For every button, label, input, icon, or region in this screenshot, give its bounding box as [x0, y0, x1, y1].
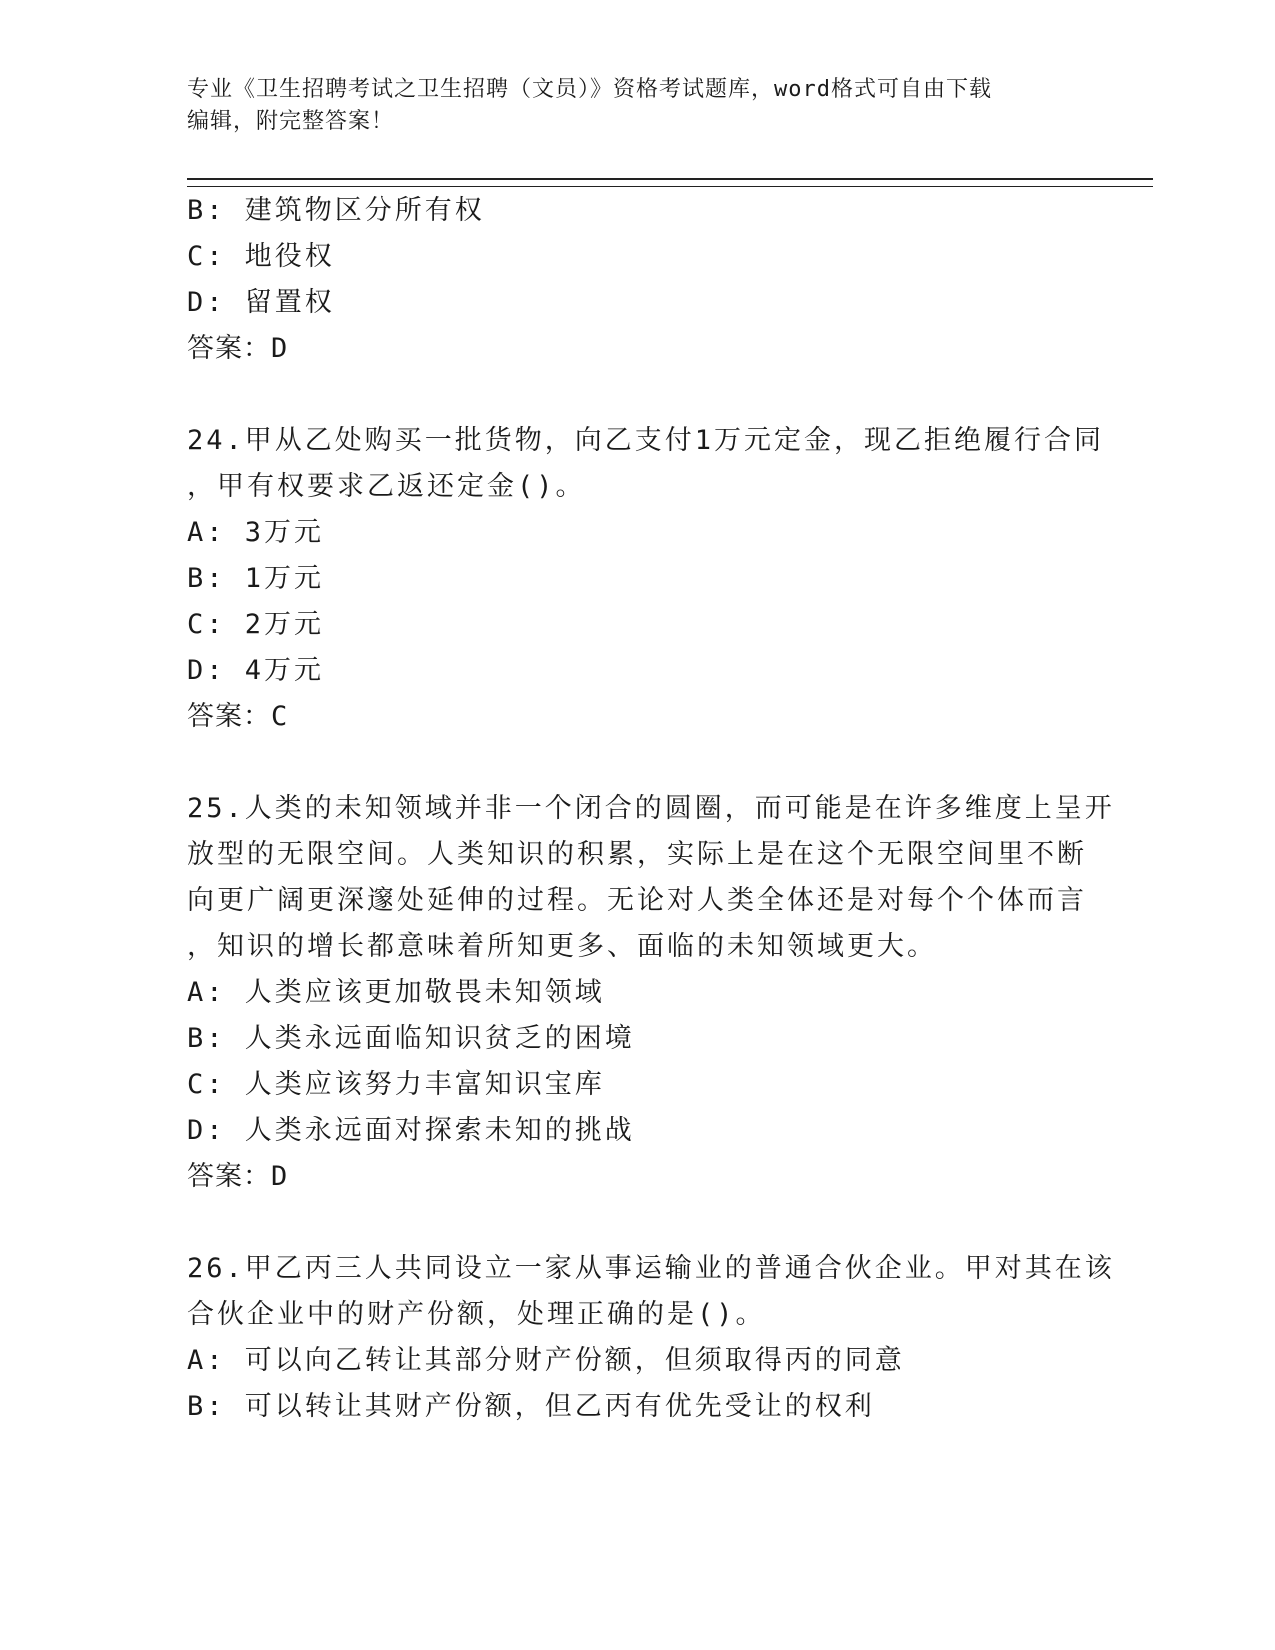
option-b: B: 建筑物区分所有权 [187, 195, 485, 226]
question-stem: 合伙企业中的财产份额，处理正确的是()。 [187, 1299, 766, 1330]
question-26 [187, 1246, 1115, 1430]
question-stem: ，知识的增长都意味着所知更多、面临的未知领域更大。 [187, 931, 937, 962]
question-stem: 25.人类的未知领域并非一个闭合的圆圈，而可能是在许多维度上呈开 [187, 793, 1115, 824]
option-c: C: 地役权 [187, 241, 335, 272]
spacer [187, 372, 1087, 418]
question-25 [187, 786, 1115, 1200]
question-stem: 向更广阔更深邃处延伸的过程。无论对人类全体还是对每个个体而言 [187, 885, 1087, 916]
option-b: B: 可以转让其财产份额，但乙丙有优先受让的权利 [187, 1391, 875, 1422]
document-header [187, 74, 1067, 138]
question-24 [187, 418, 1105, 740]
option-a: A: 人类应该更加敬畏未知领域 [187, 977, 605, 1008]
answer-line: 答案：C [187, 701, 289, 732]
option-d: D: 4万元 [187, 655, 325, 686]
header-line-1: 专业《卫生招聘考试之卫生招聘（文员）》资格考试题库，word格式可自由下载 [187, 77, 992, 102]
question-stem: 24.甲从乙处购买一批货物，向乙支付1万元定金，现乙拒绝履行合同 [187, 425, 1105, 456]
option-d: D: 人类永远面对探索未知的挑战 [187, 1115, 635, 1146]
option-c: C: 人类应该努力丰富知识宝库 [187, 1069, 605, 1100]
option-a: A: 3万元 [187, 517, 325, 548]
spacer [187, 1200, 1087, 1246]
option-b: B: 1万元 [187, 563, 325, 594]
option-a: A: 可以向乙转让其部分财产份额，但须取得丙的同意 [187, 1345, 905, 1376]
question-stem: 放型的无限空间。人类知识的积累，实际上是在这个无限空间里不断 [187, 839, 1087, 870]
header-divider [187, 178, 1153, 187]
option-c: C: 2万元 [187, 609, 325, 640]
question-stem: 26.甲乙丙三人共同设立一家从事运输业的普通合伙企业。甲对其在该 [187, 1253, 1115, 1284]
header-line-2: 编辑，附完整答案！ [187, 109, 395, 134]
question-23 [187, 188, 1087, 372]
option-b: B: 人类永远面临知识贫乏的困境 [187, 1023, 635, 1054]
question-list [187, 188, 1115, 1430]
question-stem: ，甲有权要求乙返还定金()。 [187, 471, 586, 502]
spacer [187, 740, 1087, 786]
answer-line: 答案：D [187, 333, 289, 364]
option-d: D: 留置权 [187, 287, 335, 318]
answer-line: 答案：D [187, 1161, 289, 1192]
